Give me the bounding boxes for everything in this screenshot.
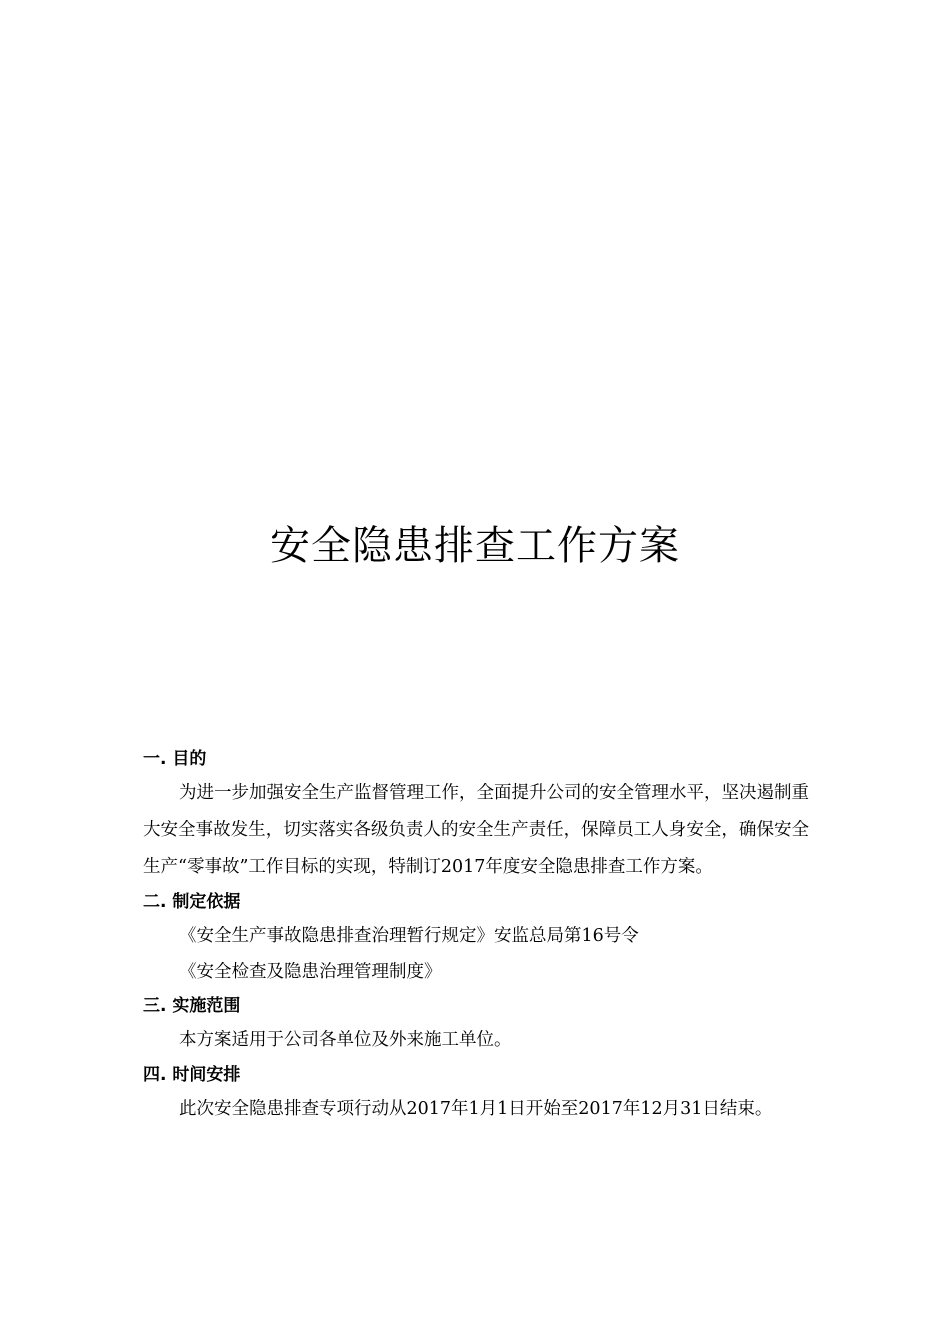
document-body xyxy=(143,743,809,1128)
basis-item-regulation: 《安全生产事故隐患排查治理暂行规定》安监总局第16号令 xyxy=(179,926,639,946)
section-schedule xyxy=(143,1059,809,1128)
section-purpose xyxy=(143,743,809,886)
section-paragraph-purpose: 为进一步加强安全生产监督管理工作，全面提升公司的安全管理水平，坚决遏制重大安全事故发生，切实落实各级负责人的安全生产责任，保障员工人身安全，确保安全生产“零事故”工作目标的实现，特制订2017年度安全隐患排查工作方案。 xyxy=(143,783,809,877)
document-title: 安全隐患排查工作方案 xyxy=(270,523,680,569)
section-paragraph-schedule: 此次安全隐患排查专项行动从2017年1月1日开始至2017年12月31日结束。 xyxy=(179,1099,773,1119)
section-paragraph-scope: 本方案适用于公司各单位及外来施工单位。 xyxy=(179,1030,512,1050)
section-scope xyxy=(143,990,809,1059)
basis-item-policy: 《安全检查及隐患治理管理制度》 xyxy=(179,962,442,982)
section-heading-schedule: 四. 时间安排 xyxy=(143,1065,241,1085)
section-basis xyxy=(143,886,809,990)
section-heading-basis: 二. 制定依据 xyxy=(143,892,241,912)
section-heading-purpose: 一. 目的 xyxy=(143,749,207,769)
section-heading-scope: 三. 实施范围 xyxy=(143,996,241,1016)
